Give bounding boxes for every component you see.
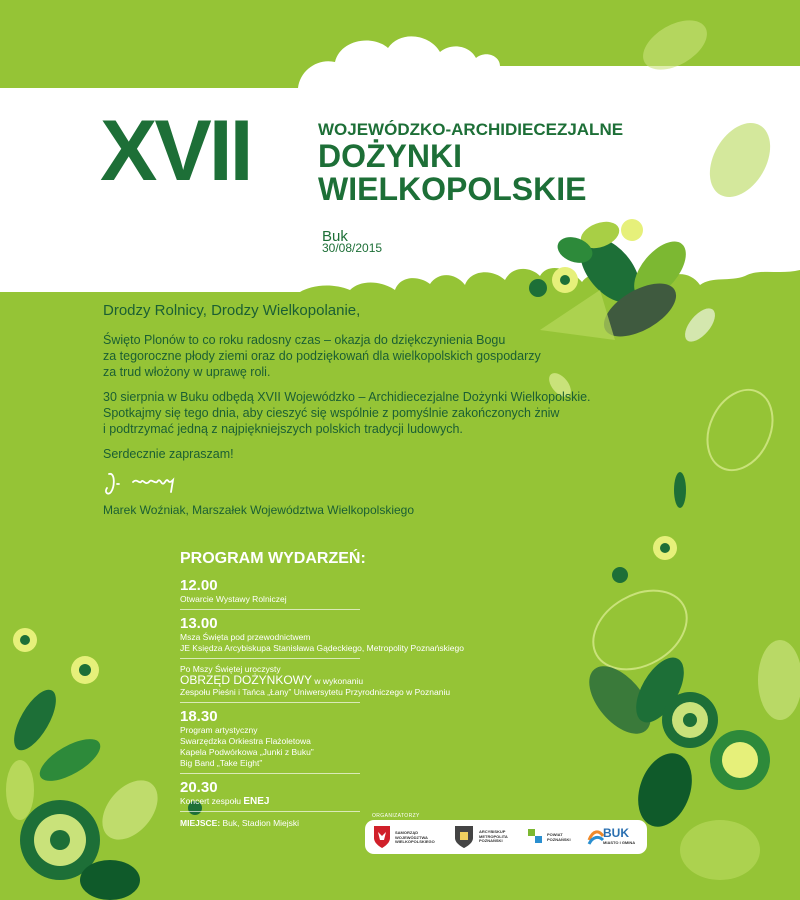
letter-p1-line: Święto Plonów to co roku radosny czas – okazja do dziękczynienia Bogu <box>103 333 506 347</box>
program-item <box>180 708 360 774</box>
event-title-line2: DOŻYNKI <box>318 138 462 174</box>
edition-number: XVII <box>100 103 251 199</box>
organizers-label: ORGANIZATORZY <box>372 813 420 819</box>
program-desc: Po Mszy Świętej uroczysty <box>180 664 281 674</box>
program-desc: Program artystyczny <box>180 725 258 735</box>
organizer-4-subtitle: MIASTO I GMINA <box>603 840 636 845</box>
event-place: Buk <box>322 228 348 245</box>
organizers-logos <box>365 820 647 854</box>
event-date: 30/08/2015 <box>322 241 383 255</box>
program-desc-suffix: w wykonaniu <box>312 676 364 686</box>
program-desc: Swarzędzka Orkiestra Flażoletowa <box>180 736 311 746</box>
coat-of-arms-icon <box>453 824 475 850</box>
leaf-cluster-bottom-left <box>6 628 202 900</box>
letter-p2-line: Spotkajmy się tego dnia, aby cieszyć się wspólnie z pomyślnie zakończonych żniw <box>103 406 560 420</box>
organizer-1-name: SAMORZĄD WOJEWÓDZTWA WIELKOPOLSKIEGO <box>395 830 435 844</box>
venue-label: MIEJSCE: <box>180 818 221 828</box>
event-title <box>318 120 623 206</box>
program-time: 12.00 <box>180 577 218 594</box>
letter-paragraph-1 <box>103 332 643 380</box>
venue-value: Buk, Stadion Miejski <box>220 818 300 828</box>
invitation-letter <box>103 302 643 471</box>
program-item <box>180 577 360 610</box>
letter-p1-line: za trud włożony w uprawę roli. <box>103 365 271 379</box>
program-time: 13.00 <box>180 615 218 632</box>
program-desc-text: Koncert zespołu <box>180 796 241 806</box>
program-time: 18.30 <box>180 708 218 725</box>
letter-greeting: Drodzy Rolnicy, Drodzy Wielkopolanie, <box>103 302 361 319</box>
eagle-shield-icon <box>373 824 391 850</box>
event-title-line3: WIELKOPOLSKIE <box>318 171 587 207</box>
event-program <box>180 549 560 828</box>
program-desc <box>180 796 360 807</box>
program-desc: Big Band „Take Eight” <box>180 758 263 768</box>
program-desc: Kapela Podwórkowa „Junki z Buku” <box>180 747 314 757</box>
program-item <box>180 664 451 703</box>
program-item <box>180 779 360 812</box>
letter-p2-line: i podtrzymać jedną z najpiękniejszych polskich tradycji ludowych. <box>103 422 463 436</box>
signer-name: Marek Woźniak, Marszałek Województwa Wielkopolskiego <box>103 503 415 517</box>
program-desc: Otwarcie Wystawy Rolniczej <box>180 594 287 604</box>
program-item <box>180 615 464 659</box>
program-band: ENEJ <box>243 796 270 807</box>
organizer-3-name: POWIAT POZNAŃSKI <box>547 832 571 842</box>
organizer-4-name: BUK <box>603 826 629 840</box>
program-title: PROGRAM WYDARZEŃ: <box>180 550 366 567</box>
program-time: 20.30 <box>180 779 218 796</box>
county-logo-icon <box>525 824 545 850</box>
program-desc: Zespołu Pieśni i Tańca „Łany” Uniwersytetu Przyrodniczego w Poznaniu <box>180 687 451 697</box>
program-desc: JE Księdza Arcybiskupa Stanisława Gądeckiego, Metropolity Poznańskiego <box>180 643 464 653</box>
organizer-2-name: ARCYBISKUP METROPOLITA POZNAŃSKI <box>479 829 508 843</box>
letter-p2-line: 30 sierpnia w Buku odbędą XVII Wojewódzko – Archidiecezjalne Dożynki Wielkopolskie. <box>103 390 591 404</box>
letter-closing: Serdecznie zapraszam! <box>103 447 234 461</box>
program-highlight: OBRZĘD DOŻYNKOWY <box>180 673 313 687</box>
letter-p1-line: za tegoroczne płody ziemi oraz do podziękowań dla wielkopolskich gospodarzy <box>103 349 541 363</box>
letter-paragraph-2 <box>103 389 643 437</box>
event-title-line1: WOJEWÓDZKO-ARCHIDIECEZJALNE <box>318 120 624 139</box>
program-desc <box>180 673 364 687</box>
program-desc: Msza Święta pod przewodnictwem <box>180 632 311 642</box>
signature-image <box>103 470 203 498</box>
